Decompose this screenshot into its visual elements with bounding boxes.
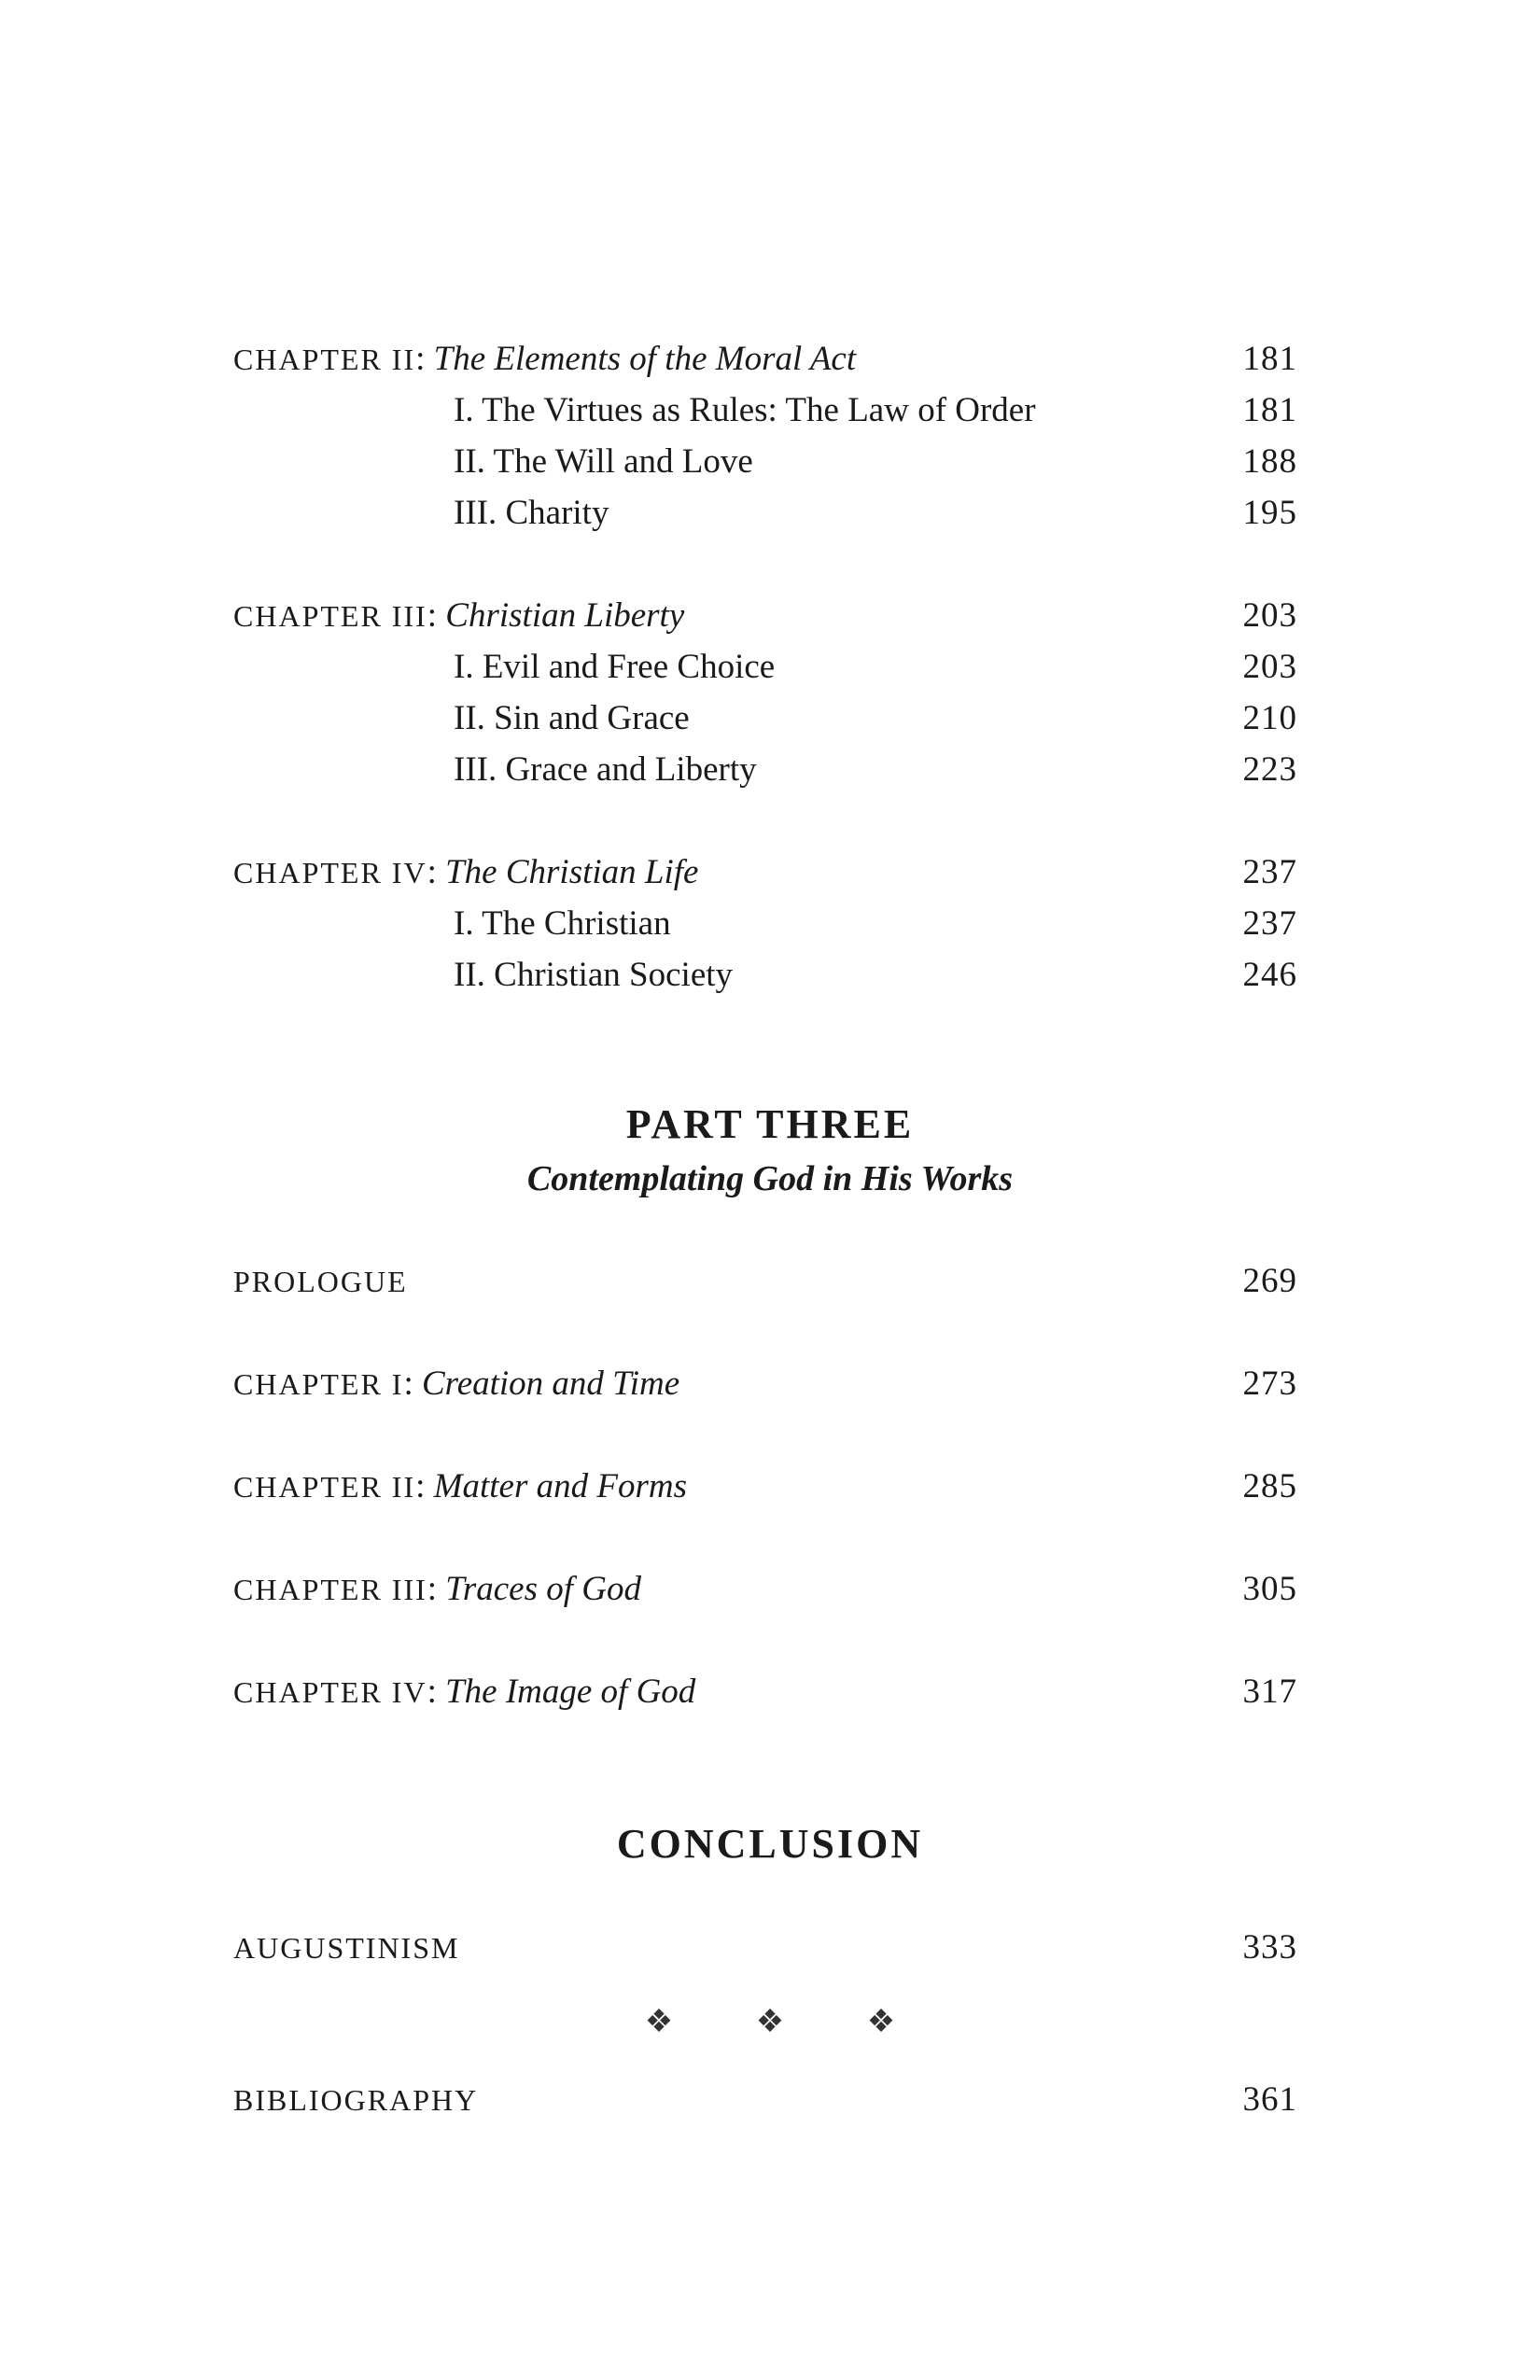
chapter-title: The Elements of the Moral Act: [433, 340, 857, 378]
toc-subentry[interactable]: [233, 901, 1297, 947]
chapter-title: Matter and Forms: [433, 1467, 687, 1505]
toc-subentry[interactable]: [233, 952, 1297, 999]
subentry-label: III. Charity: [454, 494, 609, 532]
toc-entry-augustinism[interactable]: [233, 1925, 1297, 1971]
page-number: 273: [1242, 1365, 1297, 1403]
toc-entry-chapter-iv[interactable]: CHAPTER IV: The Image of God 317: [233, 1669, 1297, 1715]
page-number: 269: [1242, 1262, 1297, 1300]
conclusion-heading: CONCLUSION: [616, 1821, 924, 1867]
entry-label: BIBLIOGRAPHY: [233, 2083, 479, 2117]
page-number: 285: [1242, 1467, 1297, 1505]
page-number: 210: [1242, 699, 1297, 737]
part-subtitle: Contemplating God in His Works: [526, 1159, 1014, 1198]
page-number: 223: [1242, 750, 1297, 789]
toc-subentry[interactable]: [233, 695, 1297, 742]
page-number: 317: [1242, 1673, 1297, 1711]
page-number: 246: [1242, 956, 1297, 994]
subentry-label: III. Grace and Liberty: [454, 750, 757, 789]
entry-label: AUGUSTINISM: [233, 1931, 460, 1965]
chapter-title: Christian Liberty: [445, 596, 685, 635]
toc-subentry[interactable]: [233, 387, 1297, 434]
chapter-title: Creation and Time: [421, 1365, 680, 1403]
toc-entry-chapter-i[interactable]: CHAPTER I: Creation and Time 273: [233, 1361, 1297, 1407]
chapter-number: CHAPTER II: [233, 343, 416, 376]
page-number: 203: [1242, 648, 1297, 686]
chapter-title: The Christian Life: [445, 853, 699, 891]
toc-subentry[interactable]: [233, 490, 1297, 537]
toc-subentry[interactable]: [233, 439, 1297, 485]
subentry-label: I. The Christian: [454, 904, 671, 943]
page-number: 237: [1242, 853, 1297, 891]
toc-entry-chapter-iv[interactable]: CHAPTER IV: The Christian Life 237: [233, 849, 1297, 896]
page-number: 195: [1242, 494, 1297, 532]
toc-entry-chapter-ii[interactable]: CHAPTER II: Matter and Forms 285: [233, 1463, 1297, 1510]
page-number: 237: [1242, 904, 1297, 943]
chapter-title: The Image of God: [445, 1673, 696, 1711]
page-number: 181: [1242, 340, 1297, 378]
page-number: 333: [1242, 1928, 1297, 1967]
diamond-ornament-icon: ❖: [866, 2005, 896, 2039]
chapter-number: CHAPTER IV: [233, 1675, 427, 1709]
subentry-label: I. The Virtues as Rules: The Law of Order: [454, 391, 1036, 429]
page-number: 305: [1242, 1570, 1297, 1608]
subentry-label: II. Christian Society: [454, 956, 734, 994]
toc-entry-chapter-iii[interactable]: CHAPTER III: Traces of God 305: [233, 1566, 1297, 1613]
part-heading: PART THREE: [625, 1101, 915, 1147]
chapter-number: CHAPTER I: [233, 1367, 404, 1401]
page-number: 188: [1242, 442, 1297, 481]
toc-entry-prologue[interactable]: [233, 1258, 1297, 1305]
chapter-number: CHAPTER IV: [233, 856, 427, 889]
subentry-label: I. Evil and Free Choice: [454, 648, 776, 686]
diamond-ornament-icon: ❖: [644, 2005, 674, 2039]
diamond-ornament-icon: ❖: [755, 2005, 785, 2039]
entry-label: PROLOGUE: [233, 1265, 408, 1298]
toc-entry-bibliography[interactable]: [233, 2077, 1297, 2123]
ornament-divider: [0, 1999, 1540, 2046]
page-number: 181: [1242, 391, 1297, 429]
subentry-label: II. The Will and Love: [454, 442, 753, 481]
chapter-number: CHAPTER II: [233, 1470, 416, 1504]
chapter-number: CHAPTER III: [233, 599, 427, 633]
chapter-number: CHAPTER III: [233, 1573, 427, 1606]
toc-entry-chapter-ii[interactable]: CHAPTER II: The Elements of the Moral Act 181: [233, 336, 1297, 383]
page-number: 203: [1242, 596, 1297, 635]
toc-entry-chapter-iii[interactable]: CHAPTER III: Christian Liberty 203: [233, 593, 1297, 639]
subentry-label: II. Sin and Grace: [454, 699, 690, 737]
page-number: 361: [1242, 2080, 1297, 2119]
chapter-title: Traces of God: [445, 1570, 641, 1608]
toc-subentry[interactable]: [233, 747, 1297, 793]
toc-subentry[interactable]: [233, 644, 1297, 691]
